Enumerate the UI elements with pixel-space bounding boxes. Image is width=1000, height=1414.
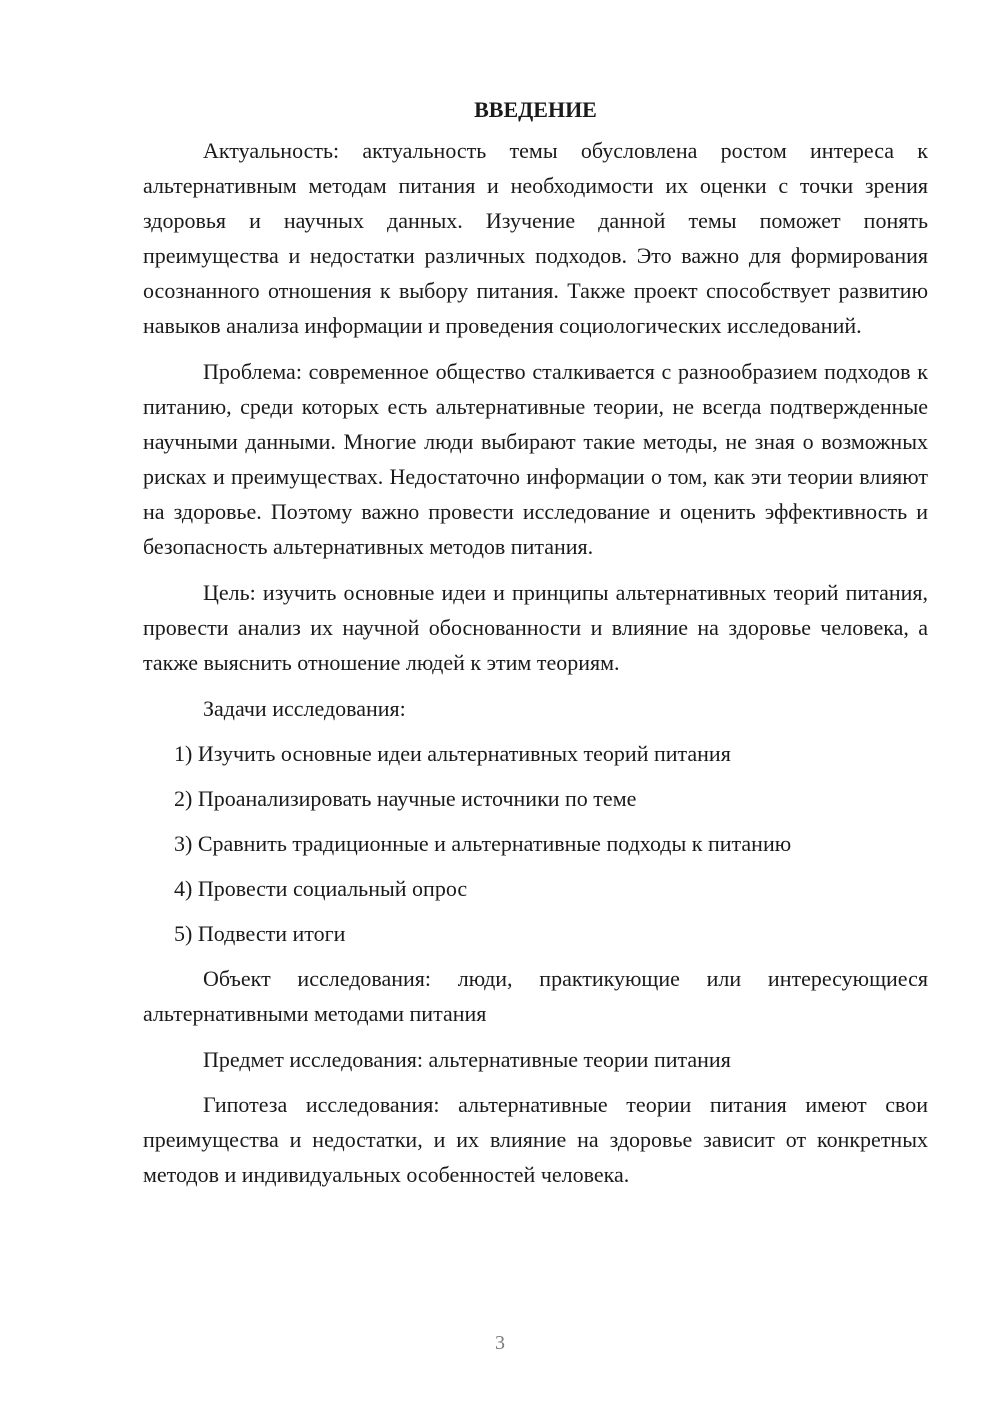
- list-item: 4) Провести социальный опрос: [174, 876, 468, 901]
- relevance-paragraph: Актуальность: актуальность темы обусловлена ростом интереса к альтернативным методам питания и необходимости их оценки с точки зрения здоровья и научных данных. Изучение данной темы поможет понять преимущества и недостатки различных подходов. Это важно для формирования осознанного отношения к выбору питания. Также проект способствует развитию навыков анализа информации и проведения социологических исследований.: [143, 138, 928, 338]
- page-number: 3: [495, 1332, 505, 1354]
- page-title: ВВЕДЕНИЕ: [474, 97, 597, 122]
- goal-paragraph: Цель: изучить основные идеи и принципы альтернативных теорий питания, провести анализ их научной обоснованности и влияние на здоровье человека, а также выяснить отношение людей к этим теориям.: [143, 580, 928, 675]
- document-page: [143, 92, 928, 1203]
- hypothesis-paragraph: Гипотеза исследования: альтернативные теории питания имеют свои преимущества и недостатки, и их влияние на здоровье зависит от конкретных методов и индивидуальных особенностей человека.: [143, 1092, 928, 1187]
- tasks-list: [143, 736, 928, 951]
- list-item: 5) Подвести итоги: [174, 921, 346, 946]
- object-paragraph: Объект исследования: люди, практикующие или интересующиеся альтернативными методами питания: [143, 966, 928, 1026]
- list-item: 2) Проанализировать научные источники по теме: [174, 786, 637, 811]
- tasks-heading: Задачи исследования:: [203, 696, 406, 721]
- list-item: 1) Изучить основные идеи альтернативных теорий питания: [174, 741, 731, 766]
- list-item: 3) Сравнить традиционные и альтернативные подходы к питанию: [174, 831, 792, 856]
- problem-paragraph: Проблема: современное общество сталкивается с разнообразием подходов к питанию, среди которых есть альтернативные теории, не всегда подтвержденные научными данными. Многие люди выбирают такие методы, не зная о возможных рисках и преимуществах. Недостаточно информации о том, как эти теории влияют на здоровье. Поэтому важно провести исследование и оценить эффективность и безопасность альтернативных методов питания.: [143, 359, 928, 559]
- subject-paragraph: Предмет исследования: альтернативные теории питания: [203, 1047, 731, 1072]
